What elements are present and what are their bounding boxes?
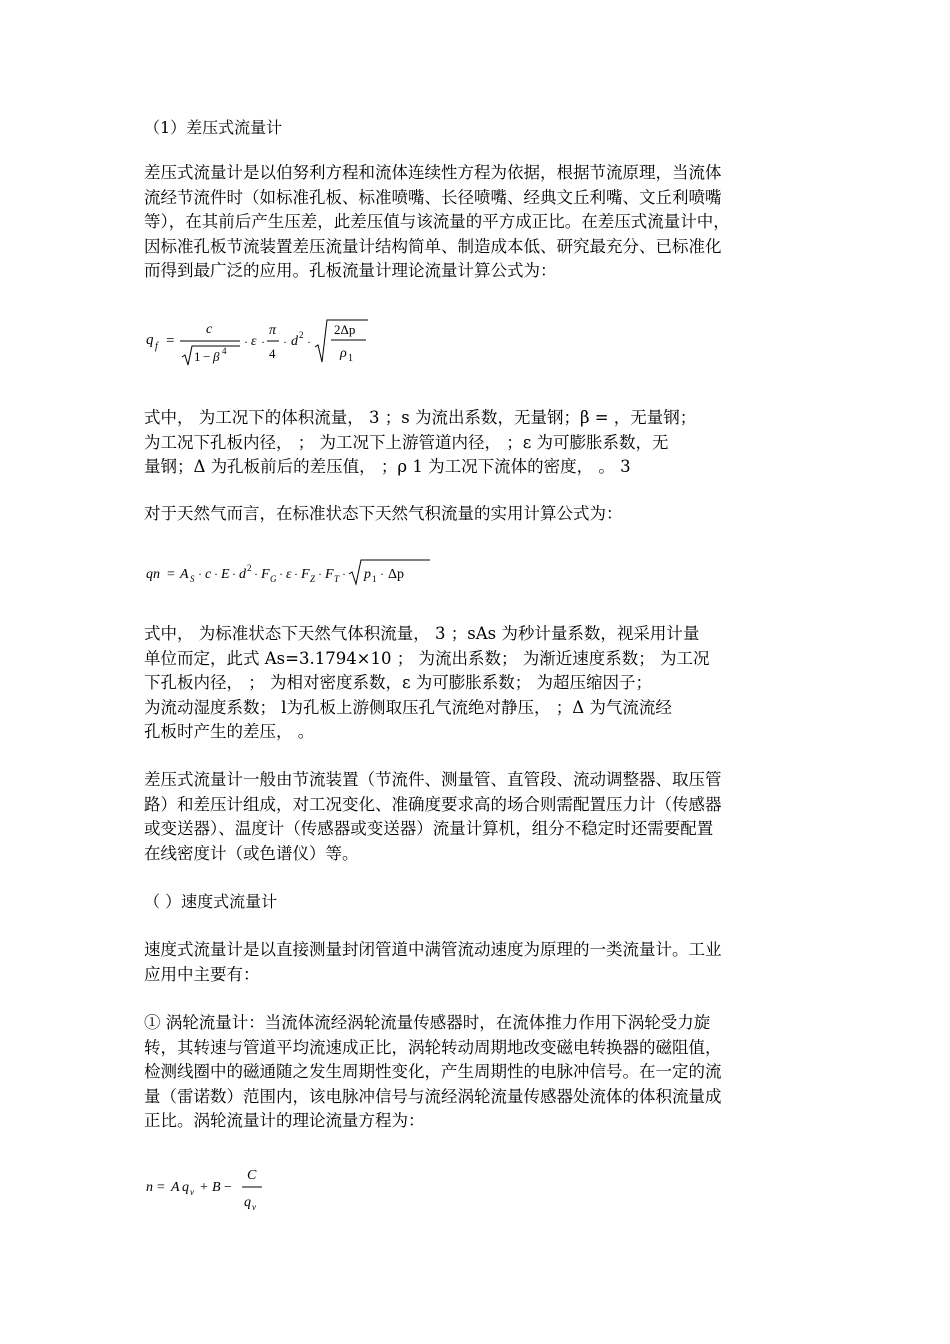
text-line: 为流动湿度系数； l为孔板上游侧取压孔气流绝对静压， ；Δ 为气流流经 (144, 697, 672, 717)
formula-svg (144, 556, 444, 590)
svg-text:π: π (269, 323, 277, 338)
svg-text:F: F (261, 567, 270, 582)
svg-text:β: β (213, 349, 220, 364)
text-line: 在线密度计（或色谱仪）等。 (144, 843, 359, 863)
svg-text:p: p (364, 567, 371, 582)
svg-text:S: S (190, 574, 195, 584)
svg-text:·: · (283, 335, 287, 349)
text-line: ① 涡轮流量计：当流体流经涡轮流量传感器时，在流体推力作用下涡轮受力旋 (144, 1013, 711, 1032)
text-line: 或变送器）、温度计（传感器或变送器）流量计算机，组分不稳定时还需要配置 (144, 819, 714, 838)
natural-gas-intro: 对于天然气而言，在标准状态下天然气积流量的实用计算公式为： (144, 504, 623, 523)
svg-text:·: · (279, 567, 283, 581)
text-line: 转，其转速与管道平均流速成正比，涡轮转动周期地改变磁电转换器的磁阻值， (144, 1037, 722, 1057)
svg-text:C: C (247, 1168, 257, 1183)
svg-text:q: q (182, 1180, 189, 1195)
svg-text:n: n (146, 1180, 153, 1195)
svg-text:c: c (206, 322, 213, 337)
text-line: 孔板时产生的差压， 。 (144, 722, 315, 741)
svg-text:·: · (380, 567, 384, 581)
text-line: 流经节流件时（如标准孔板、标准喷嘴、长径喷嘴、经典文丘利嘴、文丘利喷嘴 (144, 187, 722, 207)
text-line: 差压式流量计是以伯努利方程和流体连续性方程为依据，根据节流原理，当流体 (144, 163, 722, 182)
text-line: 下孔板内径， ； 为相对密度系数，ε 为可膨胀系数； 为超压缩因子； (144, 673, 653, 692)
svg-text:2: 2 (247, 563, 252, 573)
section1-intro (144, 161, 806, 284)
text-line: 式中， 为标准状态下天然气体积流量， 3 ；sAs 为秒计量系数，视采用计量 (144, 624, 700, 643)
svg-text:qn: qn (146, 567, 160, 582)
svg-text:·: · (294, 567, 298, 581)
svg-text:1: 1 (194, 349, 201, 364)
orifice-flow-formula (144, 316, 384, 376)
svg-text:f: f (155, 341, 158, 352)
svg-text:−: − (203, 349, 211, 364)
formula-svg (144, 316, 384, 372)
composition-paragraph (144, 768, 806, 866)
svg-text:A: A (171, 1180, 180, 1195)
text-line: 量钢；Δ 为孔板前后的差压值， ；ρ 1 为工况下流体的密度， 。 3 (144, 457, 631, 476)
svg-text:1: 1 (372, 574, 377, 584)
svg-text:2: 2 (299, 330, 304, 340)
svg-text:+: + (200, 1180, 208, 1195)
text-line: 差压式流量计一般由节流装置（节流件、测量管、直管段、流动调整器、取压管 (144, 770, 722, 789)
section2-heading: （ ）速度式流量计 (144, 892, 278, 911)
svg-text:·: · (198, 567, 202, 581)
svg-text:F: F (301, 567, 310, 582)
svg-text:1: 1 (348, 353, 353, 364)
text-line: 因标准孔板节流装置差压流量计结构简单、制造成本低、研究最充分、已标准化 (144, 236, 722, 256)
svg-text:·: · (244, 335, 248, 349)
svg-text:−: − (224, 1180, 232, 1195)
text-line: 路）和差压计组成，对工况变化、准确度要求高的场合则需配置压力计（传感器 (144, 794, 722, 814)
text-line: 式中， 为工况下的体积流量， 3 ；s 为流出系数，无量钢；β = ，无量钢； (144, 408, 697, 427)
svg-text:F: F (325, 567, 334, 582)
formula2-description (144, 622, 806, 745)
svg-text:c: c (205, 567, 212, 582)
svg-text:A: A (180, 567, 189, 582)
svg-text:·: · (254, 567, 258, 581)
text-line: 为工况下孔板内径， ； 为工况下上游管道内径， ；ε 为可膨胀系数，无 (144, 432, 669, 452)
text-line: 量（雷诺数）范围内，该电脉冲信号与流经涡轮流量传感器处流体的体积流量成 (144, 1086, 722, 1106)
svg-text:ρ: ρ (340, 346, 347, 361)
svg-text:·: · (261, 335, 265, 349)
svg-text:q: q (244, 1195, 251, 1210)
text-line: 而得到最广泛的应用。孔板流量计理论流量计算公式为： (144, 261, 557, 280)
text-line: 单位而定，此式 As=3.1794×10 ； 为流出系数； 为渐近速度系数； 为工况 (144, 648, 710, 668)
svg-text:ε: ε (251, 334, 257, 349)
turbine-flow-formula (144, 1160, 284, 1220)
formula1-description (144, 406, 806, 480)
text-line: 等），在其前后产生压差，此差压值与该流量的平方成正比。在差压式流量计中， (144, 212, 730, 231)
text-line: 正比。涡轮流量计的理论流量方程为： (144, 1111, 425, 1130)
svg-text:d: d (291, 334, 298, 349)
section1-heading: （1）差压式流量计 (144, 118, 283, 137)
svg-text:E: E (221, 567, 230, 582)
svg-text:=: = (157, 1180, 165, 1195)
svg-text:4: 4 (269, 346, 276, 361)
text-line: 速度式流量计是以直接测量封闭管道中满管流动速度为原理的一类流量计。工业 (144, 940, 722, 959)
svg-text:·: · (342, 567, 346, 581)
svg-text:=: = (167, 567, 175, 582)
svg-text:v: v (190, 1187, 194, 1197)
svg-text:·: · (307, 335, 311, 349)
svg-text:=: = (166, 333, 175, 349)
section2-intro (144, 938, 806, 987)
svg-text:Δp: Δp (388, 567, 405, 582)
svg-text:B: B (212, 1180, 221, 1195)
svg-text:2Δp: 2Δp (334, 322, 356, 337)
svg-text:·: · (318, 567, 322, 581)
svg-text:d: d (239, 567, 246, 582)
svg-text:G: G (270, 574, 277, 584)
svg-text:v: v (252, 1202, 256, 1212)
natural-gas-flow-formula (144, 556, 444, 594)
turbine-paragraph (144, 1011, 806, 1134)
svg-text:·: · (232, 567, 236, 581)
formula-svg (144, 1160, 284, 1216)
svg-text:Z: Z (310, 574, 316, 584)
svg-text:ε: ε (286, 567, 292, 582)
text-line: 检测线圈中的磁通随之发生周期性变化，产生周期性的电脉冲信号。在一定的流 (144, 1062, 722, 1081)
svg-text:4: 4 (222, 346, 227, 356)
svg-text:q: q (146, 332, 154, 348)
text-line: 应用中主要有： (144, 964, 260, 984)
svg-text:T: T (334, 574, 340, 584)
svg-text:·: · (214, 567, 218, 581)
